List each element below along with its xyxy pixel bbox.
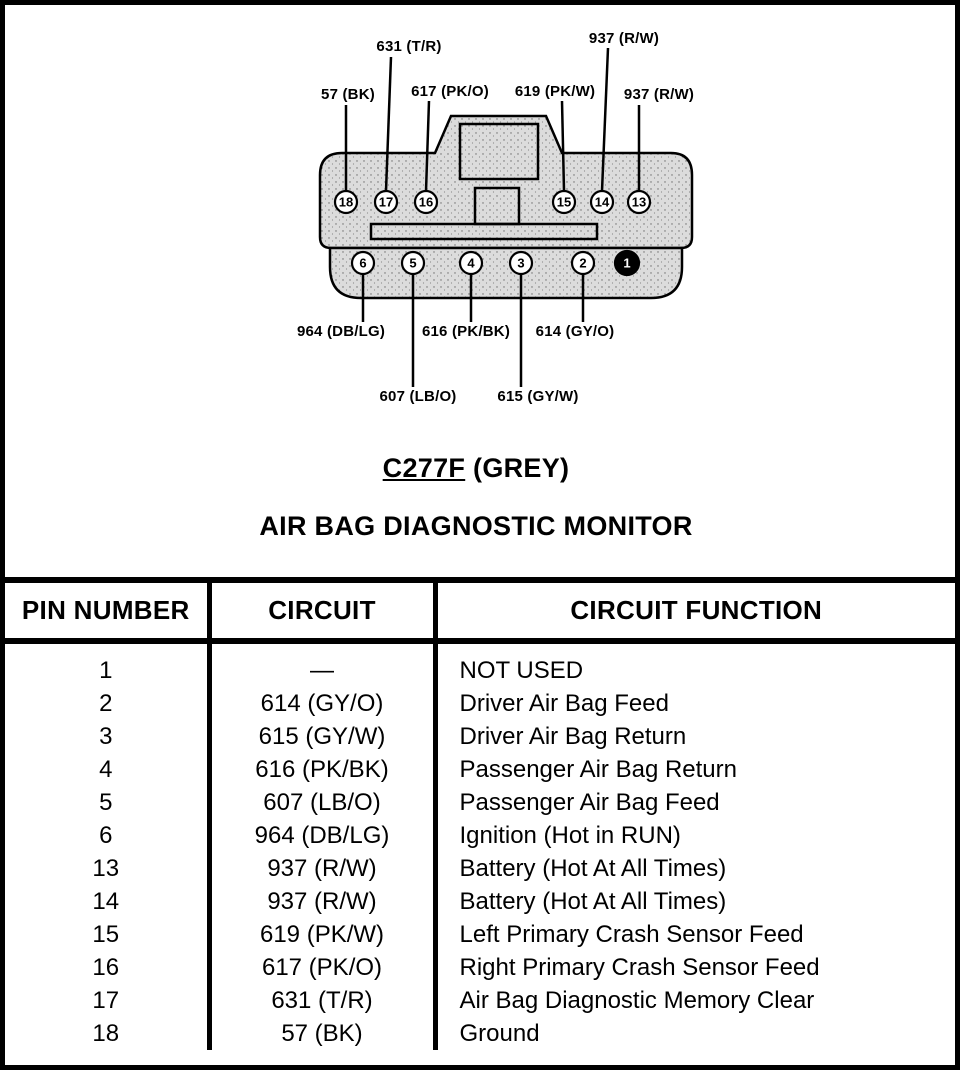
pinout-table-header	[5, 580, 955, 641]
pin-number-cell: 18	[5, 1017, 209, 1050]
pin-number-cell: 1	[5, 641, 209, 687]
circuit-cell: 615 (GY/W)	[209, 720, 435, 753]
table-row	[5, 786, 955, 819]
connector-color: (GREY)	[473, 453, 570, 483]
pin-4-number: 4	[467, 255, 475, 271]
circuit-function-cell: Battery (Hot At All Times)	[459, 855, 727, 882]
circuit-function-cell: Ignition (Hot in RUN)	[459, 822, 681, 849]
pin-number-cell: 16	[5, 951, 209, 984]
circuit-function-cell: Left Primary Crash Sensor Feed	[459, 921, 804, 948]
table-row	[5, 951, 955, 984]
circuit-cell: —	[209, 641, 435, 687]
circuit-function-cell: Ground	[459, 1020, 540, 1047]
circuit-cell: 616 (PK/BK)	[209, 753, 435, 786]
circuit-cell: 631 (T/R)	[209, 984, 435, 1017]
wire-label-617: 617 (PK/O)	[411, 83, 489, 100]
wire-label-937-top: 937 (R/W)	[588, 30, 660, 47]
circuit-function-cell: Passenger Air Bag Feed	[459, 789, 720, 816]
pin-number-cell: 17	[5, 984, 209, 1017]
circuit-function-cell: Driver Air Bag Return	[459, 723, 687, 750]
pin-2-number: 2	[579, 255, 587, 271]
table-row	[5, 819, 955, 852]
pin-number-cell: 3	[5, 720, 209, 753]
circuit-cell: 619 (PK/W)	[209, 918, 435, 951]
table-row	[5, 720, 955, 753]
header-circuit: CIRCUIT	[209, 580, 435, 641]
table-row	[5, 1017, 955, 1050]
table-row	[5, 687, 955, 720]
circuit-cell: 607 (LB/O)	[209, 786, 435, 819]
connector-tab-inset	[460, 124, 538, 179]
wire-label-964: 964 (DB/LG)	[296, 323, 386, 340]
pin-6-number: 6	[359, 255, 367, 271]
circuit-function-cell: Air Bag Diagnostic Memory Clear	[459, 987, 815, 1014]
pin-13-number: 13	[631, 194, 647, 210]
wire-label-631: 631 (T/R)	[376, 38, 442, 55]
circuit-function-cell: Right Primary Crash Sensor Feed	[459, 954, 820, 981]
table-row	[5, 753, 955, 786]
pin-14-number: 14	[594, 194, 610, 210]
pin-number-cell: 14	[5, 885, 209, 918]
pin-number-cell: 5	[5, 786, 209, 819]
wire-label-607: 607 (LB/O)	[379, 388, 457, 405]
diagram-title: AIR BAG DIAGNOSTIC MONITOR	[259, 511, 693, 541]
pinout-table	[5, 577, 955, 1050]
circuit-cell: 937 (R/W)	[209, 885, 435, 918]
circuit-cell: 964 (DB/LG)	[209, 819, 435, 852]
circuit-function-cell: Battery (Hot At All Times)	[459, 888, 727, 915]
pin-number-cell: 13	[5, 852, 209, 885]
table-row	[5, 918, 955, 951]
pin-1-number: 1	[623, 255, 631, 271]
pin-3-number: 3	[517, 255, 525, 271]
table-row	[5, 984, 955, 1017]
circuit-function-cell: NOT USED	[459, 657, 584, 684]
pin-17-number: 17	[378, 194, 394, 210]
connector-id: C277F	[382, 453, 466, 483]
circuit-function-cell: Passenger Air Bag Return	[459, 756, 737, 783]
pinout-table-body	[5, 641, 955, 1050]
circuit-function-cell: Driver Air Bag Feed	[459, 690, 669, 717]
table-row	[5, 852, 955, 885]
pin-15-number: 15	[556, 194, 572, 210]
pin-18-number: 18	[338, 194, 354, 210]
circuit-cell: 937 (R/W)	[209, 852, 435, 885]
wire-label-616: 616 (PK/BK)	[421, 323, 511, 340]
wire-label-937-right: 937 (R/W)	[623, 86, 695, 103]
wire-label-57: 57 (BK)	[321, 86, 375, 103]
table-row	[5, 641, 955, 687]
pin-number-cell: 4	[5, 753, 209, 786]
connector-diagram	[5, 5, 955, 435]
pin-16-number: 16	[418, 194, 434, 210]
pin-number-cell: 2	[5, 687, 209, 720]
connector-id-title	[383, 453, 570, 484]
circuit-cell: 617 (PK/O)	[209, 951, 435, 984]
wire-label-615: 615 (GY/W)	[497, 388, 579, 405]
circuit-cell: 57 (BK)	[209, 1017, 435, 1050]
pin-number-cell: 6	[5, 819, 209, 852]
pin-number-cell: 15	[5, 918, 209, 951]
circuit-cell: 614 (GY/O)	[209, 687, 435, 720]
pin-5-number: 5	[409, 255, 417, 271]
header-circuit-function: CIRCUIT FUNCTION	[435, 580, 955, 641]
wire-label-614: 614 (GY/O)	[535, 323, 615, 340]
wire-label-619: 619 (PK/W)	[514, 83, 596, 100]
header-pin-number: PIN NUMBER	[5, 580, 209, 641]
table-row	[5, 885, 955, 918]
connector-diagram-section	[5, 5, 955, 577]
